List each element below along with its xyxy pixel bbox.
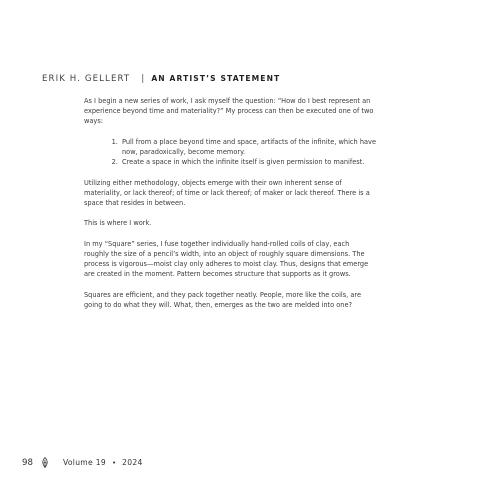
header-separator: | xyxy=(141,74,145,84)
author-name: ERIK H. GELLERT xyxy=(42,74,131,84)
paragraph-intro: As I begin a new series of work, I ask myself the question: “How do I best represent an experience beyond time and materiality?” My process can then be executed one of two ways: xyxy=(84,97,374,126)
page-footer xyxy=(22,457,143,468)
section-title: AN ARTIST’S STATEMENT xyxy=(151,74,281,83)
logo-icon xyxy=(41,457,49,468)
list-item: 1. Pull from a place beyond time and space, artifacts of the infinite, which have now, paradoxically, become memory. xyxy=(120,137,376,157)
year-label: 2024 xyxy=(122,458,143,467)
page-header xyxy=(42,74,280,84)
paragraph-closing: Squares are efficient, and they pack together neatly. People, more like the coils, are going to do what they will. What, then, emerges as the two are melded into one? xyxy=(84,290,362,309)
paragraph-where: This is where I work. xyxy=(84,219,152,228)
page-number: 98 xyxy=(22,457,33,468)
paragraph-methodology: Utilizing either methodology, objects emerge with their own inherent sense of materiality, or lack thereof; of time or lack thereof; of maker or lack thereof. There is a space that resides in between. xyxy=(84,178,370,207)
list-item: 2. Create a space in which the infinite itself is given permission to manifest. xyxy=(120,157,376,167)
paragraph-square-series: In my “Square” series, I fuse together individually hand-rolled coils of clay, each roughly the size of a pencil’s width, into an object of roughly square dimensions. The process is vigorous—moist clay only adheres to moist clay. Thus, designs that emerge are created in the moment. Pattern becomes structure that supports as it grows. xyxy=(84,239,369,279)
separator-dot: • xyxy=(111,458,117,467)
methods-list xyxy=(84,137,376,168)
article-body xyxy=(84,96,376,320)
volume-label: Volume 19 xyxy=(62,458,106,467)
